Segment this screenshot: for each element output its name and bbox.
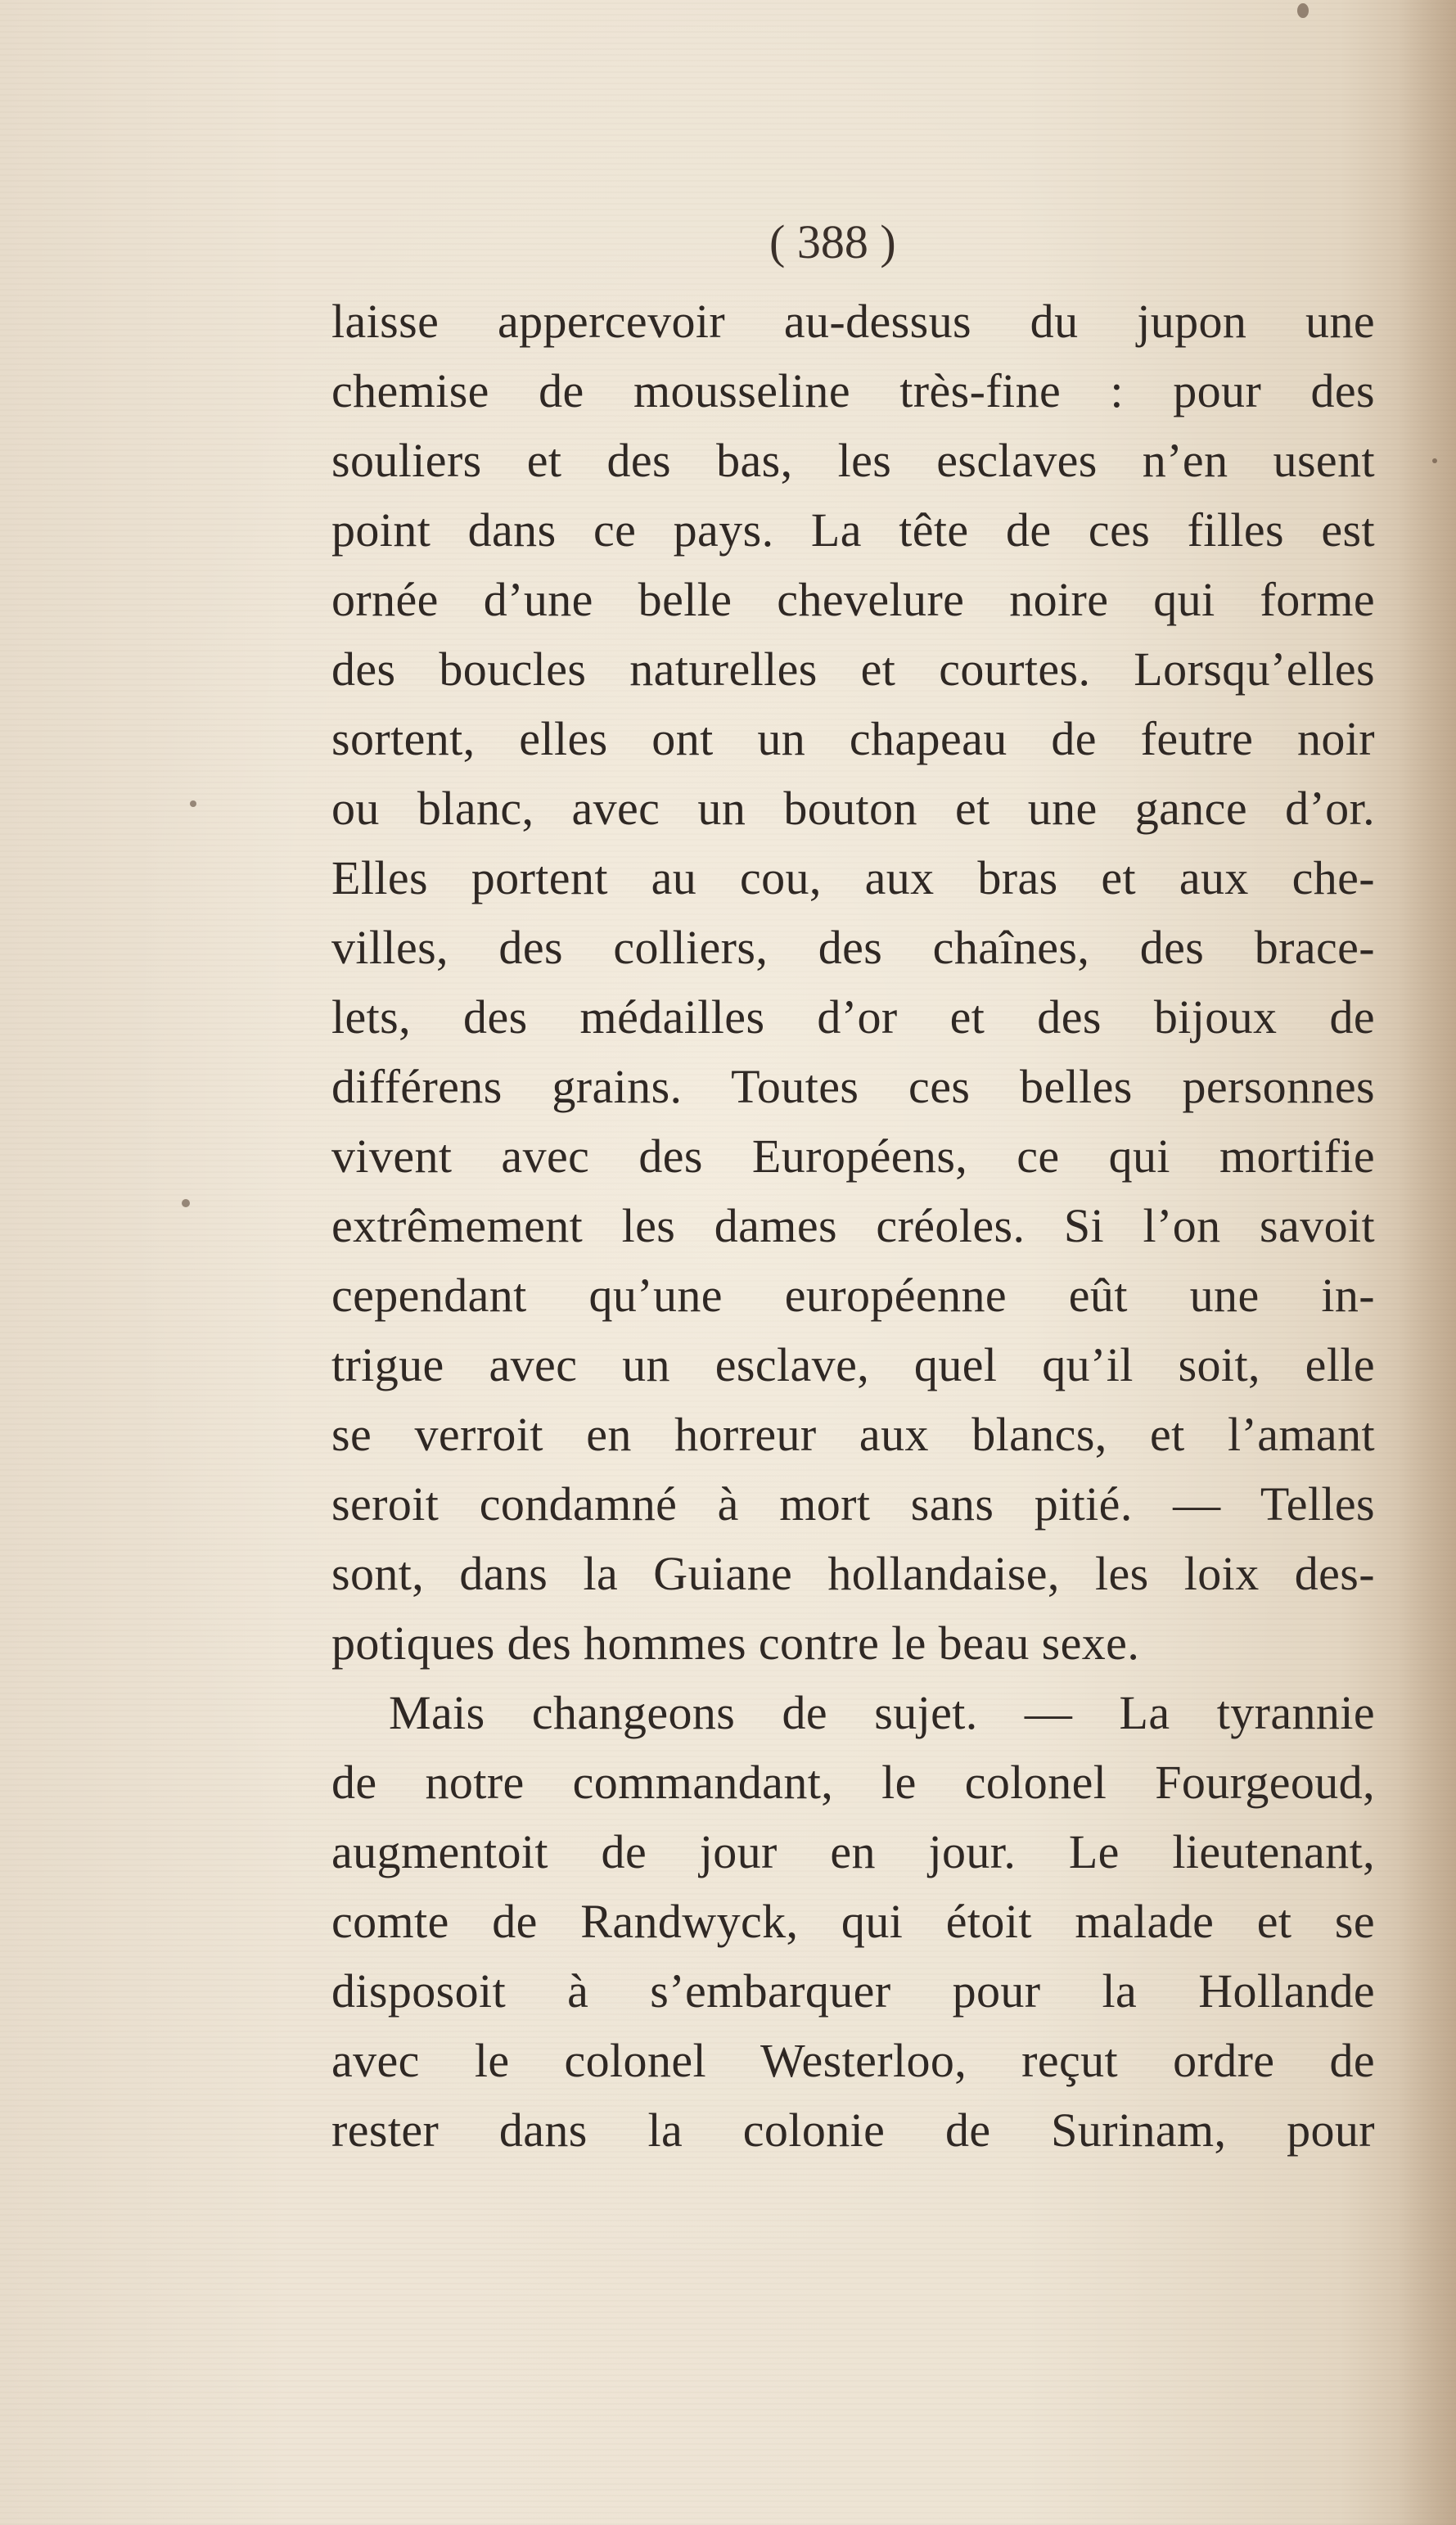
text-line: villes, des colliers, des chaînes, des brace- (331, 921, 1375, 974)
text-line: se verroit en horreur aux blancs, et l’amant (331, 1408, 1375, 1461)
text-line: ou blanc, avec un bouton et une gance d’or. (331, 782, 1375, 835)
body-text (331, 286, 1375, 2165)
text-line: sont, dans la Guiane hollandaise, les loix des- (331, 1547, 1375, 1600)
text-line: chemise de mousseline très-fine : pour des (331, 364, 1375, 417)
text-line: différens grains. Toutes ces belles personnes (331, 1060, 1375, 1113)
text-line: cependant qu’une européenne eût une in- (331, 1269, 1375, 1322)
text-line: laisse appercevoir au-dessus du jupon une (331, 295, 1375, 348)
text-line: augmentoit de jour en jour. Le lieutenant, (331, 1825, 1375, 1878)
text-line: des boucles naturelles et courtes. Lorsqu’elles (331, 643, 1375, 696)
text-line: de notre commandant, le colonel Fourgeoud, (331, 1756, 1375, 1809)
text-line: lets, des médailles d’or et des bijoux de (331, 990, 1375, 1044)
text-line: disposoit à s’embarquer pour la Hollande (331, 1964, 1375, 2018)
text-line: comte de Randwyck, qui étoit malade et se (331, 1895, 1375, 1948)
text-line: Elles portent au cou, aux bras et aux che- (331, 851, 1375, 904)
foxing-spot (182, 1199, 190, 1207)
text-line: extrêmement les dames créoles. Si l’on savoit (331, 1199, 1375, 1252)
foxing-spot (1297, 3, 1309, 18)
page-number: ( 388 ) (769, 215, 896, 268)
text-line: seroit condamné à mort sans pitié. — Telles (331, 1477, 1375, 1531)
paragraph (331, 1678, 1375, 2165)
text-line: sortent, elles ont un chapeau de feutre noir (331, 712, 1375, 765)
text-line: souliers et des bas, les esclaves n’en usent (331, 434, 1375, 487)
text-line: vivent avec des Européens, ce qui mortifie (331, 1129, 1375, 1183)
page-edge-shadow (1399, 0, 1456, 2525)
foxing-spot (1432, 458, 1437, 463)
text-line: potiques des hommes contre le beau sexe. (331, 1616, 1140, 1670)
foxing-spot (190, 800, 196, 807)
text-line: trigue avec un esclave, quel qu’il soit, elle (331, 1338, 1375, 1391)
text-line: ornée d’une belle chevelure noire qui forme (331, 573, 1375, 626)
text-line: point dans ce pays. La tête de ces filles est (331, 503, 1375, 557)
text-line: avec le colonel Westerloo, reçut ordre de (331, 2034, 1375, 2087)
text-line: rester dans la colonie de Surinam, pour (331, 2103, 1375, 2157)
text-line: Mais changeons de sujet. — La tyrannie (389, 1686, 1375, 1739)
paragraph (331, 286, 1375, 1678)
